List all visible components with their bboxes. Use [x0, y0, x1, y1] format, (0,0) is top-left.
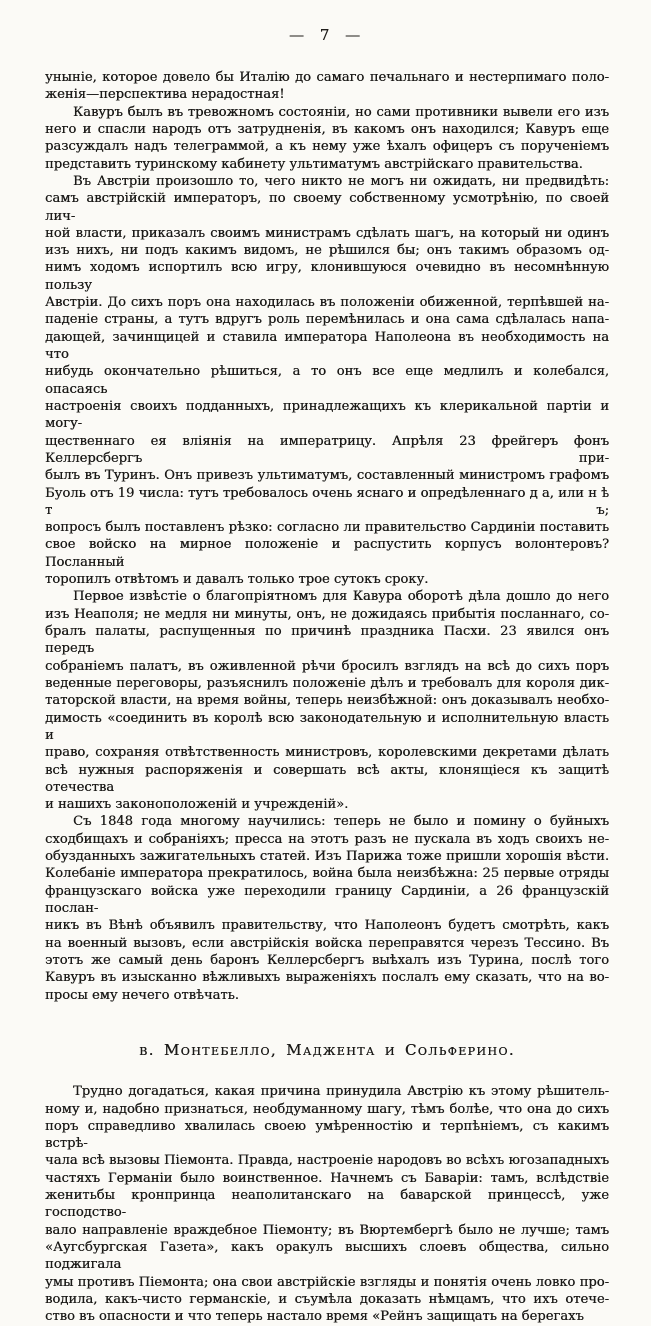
paragraph — [45, 813, 609, 1003]
text-line: право, сохраняя отвѣтственность министровъ, королевскими декретами дѣлать — [45, 745, 609, 761]
text-line: французскаго войска уже переходили границу Сардиніи, а 26 французскій послан- — [45, 883, 609, 916]
page-number: — 7 — — [288, 26, 363, 44]
text-line: паденіе страны, а тутъ вдругъ роль перемѣнилась и она сама сдѣлалась напа- — [45, 312, 609, 328]
text-line: разсуждалъ надъ телеграммой, а къ нему уже ѣхалъ офицеръ съ порученіемъ — [45, 139, 609, 155]
text-line: ному и, надобно признаться, необдуманному шагу, тѣмъ болѣе, что она до сихъ — [45, 1101, 609, 1117]
page-body — [45, 69, 609, 1326]
text-line: собраніемъ палатъ, въ оживленной рѣчи бросилъ взглядъ на всѣ до сихъ поръ — [45, 658, 609, 674]
text-line: и нашихъ законоположеній и учрежденій». — [45, 797, 349, 813]
text-line: женія—перспектива нерадостная! — [45, 87, 285, 103]
text-line: бралъ палаты, распущенныя по причинѣ праздника Пасхи. 23 явился онъ передъ — [45, 624, 609, 657]
text-line: Кавуръ былъ въ тревожномъ состояніи, но сами противники вывели его изъ — [73, 104, 609, 120]
text-line: ство въ опасности и что теперь настало время «Рейнъ защищать на берегахъ — [45, 1309, 584, 1325]
text-line: Кавуръ въ изысканно вѣжливыхъ выраженіяхъ послалъ ему сказать, что на во- — [45, 970, 609, 986]
section-heading: в. Монтебелло, Маджента и Сольферино. — [139, 1040, 515, 1059]
paragraph — [45, 1083, 609, 1325]
text-line: таторской власти, на время войны, теперь неизбѣжной: онъ доказывалъ необхо- — [45, 693, 609, 709]
text-line: всѣ нужныя распоряженія и совершать всѣ акты, клонящіеся къ защитѣ отечества — [45, 762, 609, 795]
text-line: чала всѣ вызовы Піемонта. Правда, настроеніе народовъ во всѣхъ югозападныхъ — [45, 1153, 609, 1169]
text-line: изъ нихъ, ни подъ какимъ видомъ, не рѣшился бы; онъ такимъ образомъ од- — [45, 243, 609, 259]
text-line: нибудь окончательно рѣшиться, а то онъ все еще медлилъ и колебался, опасаясь — [45, 364, 609, 397]
text-line: веденные переговоры, разъяснилъ положеніе дѣлъ и требовалъ для короля дик- — [45, 675, 609, 691]
text-line: этотъ же самый день баронъ Келлерсбергъ выѣхалъ изъ Турина, послѣ того — [45, 952, 609, 968]
text-line: былъ въ Туринъ. Онъ привезъ ультиматумъ, составленный министромъ графомъ — [45, 468, 609, 484]
text-line: представить туринскому кабинету ультиматумъ австрійскаго правительства. — [45, 156, 583, 172]
paragraph — [45, 69, 609, 104]
text-line: поръ справедливо хвалилась своею умѣренностію и терпѣніемъ, съ какимъ встрѣ- — [45, 1118, 609, 1152]
text-line: Въ Австріи произошло то, чего никто не могъ ни ожидать, ни предвидѣть: — [73, 173, 609, 189]
text-line: самъ австрійскій императоръ, по своему собственному усмотрѣнію, по своей лич- — [45, 191, 609, 224]
text-line: вопросъ былъ поставленъ рѣзко: согласно ли правительство Сардиніи поставить — [45, 520, 609, 536]
text-line: частяхъ Германіи было воинственное. Начнемъ съ Баваріи: тамъ, вслѣдствіе — [45, 1170, 609, 1186]
text-line: щественнаго ея вліянія на императрицу. Апрѣля 23 фрейгеръ фонъ Келлерсбергъ при- — [45, 433, 609, 466]
text-line: настроенія своихъ подданныхъ, принадлежащихъ къ клерикальной партіи и могу- — [45, 398, 609, 432]
text-line: Колебаніе императора прекратилось, война была неизбѣжна: 25 первые отряды — [45, 866, 609, 882]
text-line: никъ въ Вѣнѣ объявилъ правительству, что Наполеонъ будетъ смотрѣть, какъ — [45, 918, 609, 934]
text-line: дающей, зачинщицей и ставила императора Наполеона въ необходимость на что — [45, 329, 609, 362]
paragraph — [45, 173, 609, 589]
text-line: Австріи. До сихъ поръ она находилась въ положеніи обиженной, терпѣвшей на- — [45, 295, 609, 311]
text-line: Первое извѣстіе о благопріятномъ для Кавура оборотѣ дѣла дошло до него — [73, 589, 609, 605]
paragraph — [45, 104, 609, 173]
text-line: обузданныхъ зажигательныхъ статей. Изъ Парижа тоже пришли хорошія вѣсти. — [45, 849, 609, 865]
text-line: торопилъ отвѣтомъ и давалъ только трое сутокъ сроку. — [45, 572, 429, 588]
text-line: уныніе, которое довело бы Италію до самаго печальнаго и нестерпимаго поло- — [45, 70, 609, 85]
text-line: «Аугсбургская Газета», какъ оракулъ высшихъ слоевъ общества, сильно поджигала — [45, 1240, 609, 1273]
text-line: на военный вызовъ, если австрійскія войска переправятся черезъ Тессино. Въ — [45, 935, 609, 951]
text-line: Трудно догадаться, какая причина принудила Австрію къ этому рѣшитель- — [73, 1084, 609, 1100]
text-line: димость «соединить въ королѣ всю законодательную и исполнительную власть и — [45, 710, 609, 743]
text-line: Съ 1848 года многому научились: теперь не было и помину о буйныхъ — [73, 814, 609, 830]
text-line: просы ему нечего отвѣчать. — [45, 987, 239, 1003]
text-line: вало направленіе враждебное Піемонту; въ Вюртембергѣ было не лучше; тамъ — [45, 1222, 609, 1238]
text-line: него и спасли народъ отъ затрудненія, въ какомъ онъ находился; Кавуръ еще — [45, 121, 609, 137]
text-line: изъ Неаполя; не медля ни минуты, онъ, не дожидаясь прибытія посланнаго, со- — [45, 606, 609, 622]
text-line: Буоль отъ 19 числа: тутъ требовалось очень яснаго и опредѣленнаго д а, или н ѣ т ъ; — [45, 485, 609, 518]
text-line: свое войско на мирное положеніе и распустить корпусъ волонтеровъ? Посланный — [45, 537, 609, 570]
text-line: нимъ ходомъ испортилъ всю игру, клонившуюся очевидно въ несомнѣнную пользу — [45, 260, 609, 293]
paragraph — [45, 588, 609, 813]
text-line: сходбищахъ и собраніяхъ; пресса на этотъ разъ не пускала въ ходъ своихъ не- — [45, 831, 609, 847]
text-line: водила, какъ-чисто германскіе, и съумѣла доказать нѣмцамъ, что ихъ отече- — [45, 1291, 609, 1307]
text-line: умы противъ Піемонта; она свои австрійскіе взгляды и понятія очень ловко про- — [45, 1274, 609, 1290]
text-line: ной власти, приказалъ своимъ министрамъ сдѣлать шагъ, на который ни одинъ — [45, 225, 609, 241]
text-line: женитьбы кронпринца неаполитанскаго на баварской принцессѣ, уже господство- — [45, 1188, 609, 1221]
